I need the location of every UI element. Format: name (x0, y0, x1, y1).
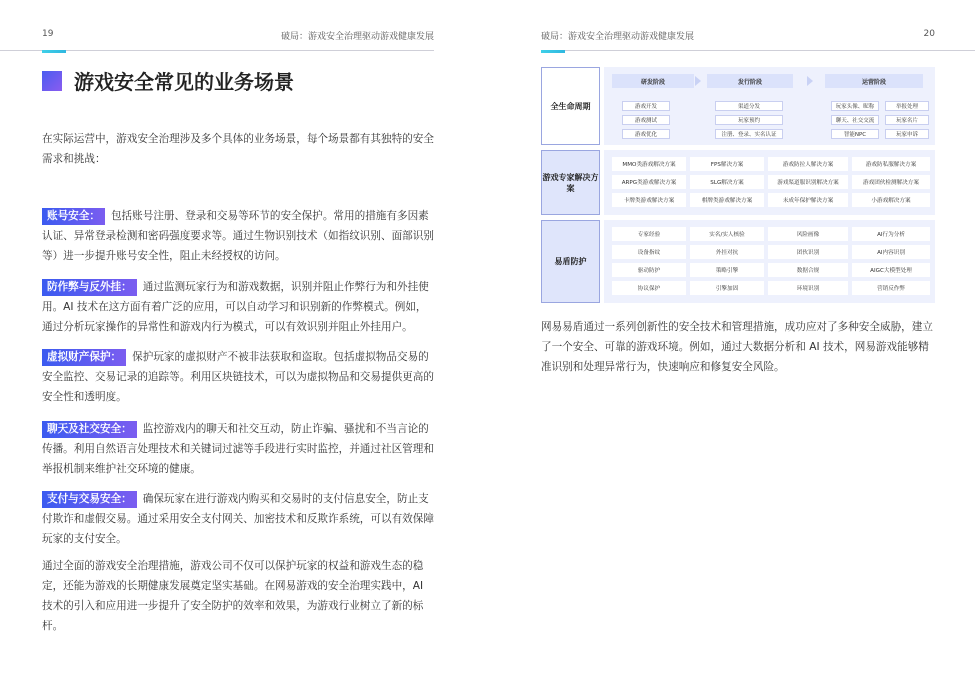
solution-item: 卡牌类游戏解决方案 (612, 193, 686, 207)
solution-item: SLG解决方案 (690, 175, 764, 189)
solution-item: MMO类游戏解决方案 (612, 157, 686, 171)
lifecycle-item: 玩家申诉 (885, 129, 929, 139)
section-text: 包括账号注册、登录和交易等环节的安全保护。常用的措施有多因素认证、异常登录检测和密码强度要求等。通过生物识别技术（如指纹识别、面部识别等）进一步提升账号安全性，阻止未经授权的访问。 (42, 210, 434, 262)
yidun-body (604, 220, 935, 303)
lifecycle-item: 注册、登录、实名认证 (715, 129, 783, 139)
lifecycle-item: 游戏优化 (622, 129, 670, 139)
solution-item: 游戏防私服解决方案 (852, 157, 930, 171)
protection-item: 数据合规 (768, 263, 848, 277)
lifecycle-band (541, 67, 935, 145)
section-payment (42, 489, 436, 549)
header-accent-left (42, 50, 66, 53)
protection-item: 设备指纹 (612, 245, 686, 259)
stage-publish: 发行阶段 (707, 74, 793, 88)
protection-item: 专家经验 (612, 227, 686, 241)
yidun-label: 易盾防护 (541, 220, 600, 303)
conclusion-paragraph: 通过全面的游戏安全治理措施，游戏公司不仅可以保护玩家的权益和游戏生态的稳定，还能为游戏的长期健康发展奠定坚实基础。在网易游戏的安全治理实践中，AI 技术的引入和应用进一步提升了安全防护的效率和效果，为游戏行业树立了新的标杆。 (42, 560, 424, 632)
protection-item: 引擎加固 (690, 281, 764, 295)
section-text: 保护玩家的虚拟财产不被非法获取和盗取。包括虚拟物品交易的安全监控、交易记录的追踪等。利用区块链技术，可以为虚拟物品和交易提供更高的安全性和透明度。 (42, 351, 434, 403)
section-virtual-property (42, 347, 436, 407)
title-block (42, 66, 294, 95)
section-tag: 聊天及社交安全： (42, 421, 137, 438)
section-tag: 防作弊与反外挂： (42, 279, 137, 296)
solution-item: ARPG类游戏解决方案 (612, 175, 686, 189)
section-tag: 账号安全： (42, 208, 105, 225)
solutions-body (604, 150, 935, 215)
intro-paragraph: 在实际运营中，游戏安全治理涉及多个具体的业务场景，每个场景都有其独特的安全需求和挑战： (42, 133, 434, 165)
protection-item: 外挂对抗 (690, 245, 764, 259)
lifecycle-item: 游戏测试 (622, 115, 670, 125)
protection-item: 驱动防护 (612, 263, 686, 277)
protection-item: 策略引擎 (690, 263, 764, 277)
section-anticheat (42, 277, 436, 337)
solution-item: 游戏防拉人解决方案 (768, 157, 848, 171)
page-number-left: 19 (42, 29, 54, 39)
solutions-label: 游戏专家解决方案 (541, 150, 600, 215)
arrow-icon (807, 76, 813, 86)
lifecycle-item: 渠道分发 (715, 101, 783, 111)
solution-item: FPS解决方案 (690, 157, 764, 171)
lifecycle-item: 玩家名片 (885, 115, 929, 125)
lifecycle-label: 全生命周期 (541, 67, 600, 145)
yidun-paragraph: 网易易盾通过一系列创新性的安全技术和管理措施，成功应对了多种安全威胁，建立了一个安全、可靠的游戏环境。例如，通过大数据分析和 AI 技术，网易游戏能够精准识别和处理异常行为，快速响应和修复安全风险。 (541, 321, 933, 373)
section-tag: 支付与交易安全： (42, 491, 137, 508)
lifecycle-item: 玩家头像、昵称 (831, 101, 879, 111)
stage-rd: 研发阶段 (612, 74, 694, 88)
protection-item: 实名/实人核验 (690, 227, 764, 241)
yidun-band (541, 220, 935, 303)
protection-item: AIGC大模型处理 (852, 263, 930, 277)
arrow-icon (695, 76, 701, 86)
protection-item: AI行为分析 (852, 227, 930, 241)
section-account (42, 206, 436, 266)
protection-item: AI内容识别 (852, 245, 930, 259)
security-architecture-diagram (541, 67, 935, 303)
section-text: 通过监测玩家行为和游戏数据，识别并阻止作弊行为和外挂使用。AI 技术在这方面有着广泛的应用，可以自动学习和识别新的作弊模式。例如，通过分析玩家操作的异常性和游戏内行为模式，可以有效识别并阻止外挂用户。 (42, 281, 429, 333)
page-title: 游戏安全常见的业务场景 (74, 70, 294, 94)
running-head-left: 破局：游戏安全治理驱动游戏健康发展 (280, 32, 434, 42)
stage-operate: 运营阶段 (825, 74, 923, 88)
lifecycle-item: 聊天、社交交流 (831, 115, 879, 125)
protection-item: 团伙识别 (768, 245, 848, 259)
lifecycle-item: 玩家预约 (715, 115, 783, 125)
lifecycle-item: 举报处理 (885, 101, 929, 111)
header-accent-right (541, 50, 565, 53)
running-head-right: 破局：游戏安全治理驱动游戏健康发展 (541, 32, 695, 42)
solution-item: 小游戏解决方案 (852, 193, 930, 207)
protection-item: 营销反作弊 (852, 281, 930, 295)
section-chat-social (42, 419, 436, 479)
protection-item: 环境识别 (768, 281, 848, 295)
lifecycle-body (604, 67, 935, 145)
page-number-right: 20 (923, 29, 935, 39)
solution-item: 游戏渠道服识别解决方案 (768, 175, 848, 189)
lifecycle-item: 智能NPC (831, 129, 879, 139)
protection-item: 协议保护 (612, 281, 686, 295)
header-rule-right (541, 50, 975, 51)
section-text: 确保玩家在进行游戏内购买和交易时的支付信息安全，防止支付欺诈和虚假交易。通过采用安全支付网关、加密技术和反欺诈系统，可以有效保障玩家的支付安全。 (42, 493, 434, 545)
solutions-band (541, 150, 935, 215)
title-square-icon (42, 71, 62, 91)
protection-item: 风险画像 (768, 227, 848, 241)
lifecycle-item: 游戏开发 (622, 101, 670, 111)
solution-item: 棋牌类游戏解决方案 (690, 193, 764, 207)
section-text: 监控游戏内的聊天和社交互动，防止诈骗、骚扰和不当言论的传播。利用自然语言处理技术和关键词过滤等手段进行实时监控，并通过社区管理和举报机制来维护社交环境的健康。 (42, 423, 434, 475)
solution-item: 游戏团伙检测解决方案 (852, 175, 930, 189)
solution-item: 未成年保护解决方案 (768, 193, 848, 207)
section-tag: 虚拟财产保护： (42, 349, 126, 366)
